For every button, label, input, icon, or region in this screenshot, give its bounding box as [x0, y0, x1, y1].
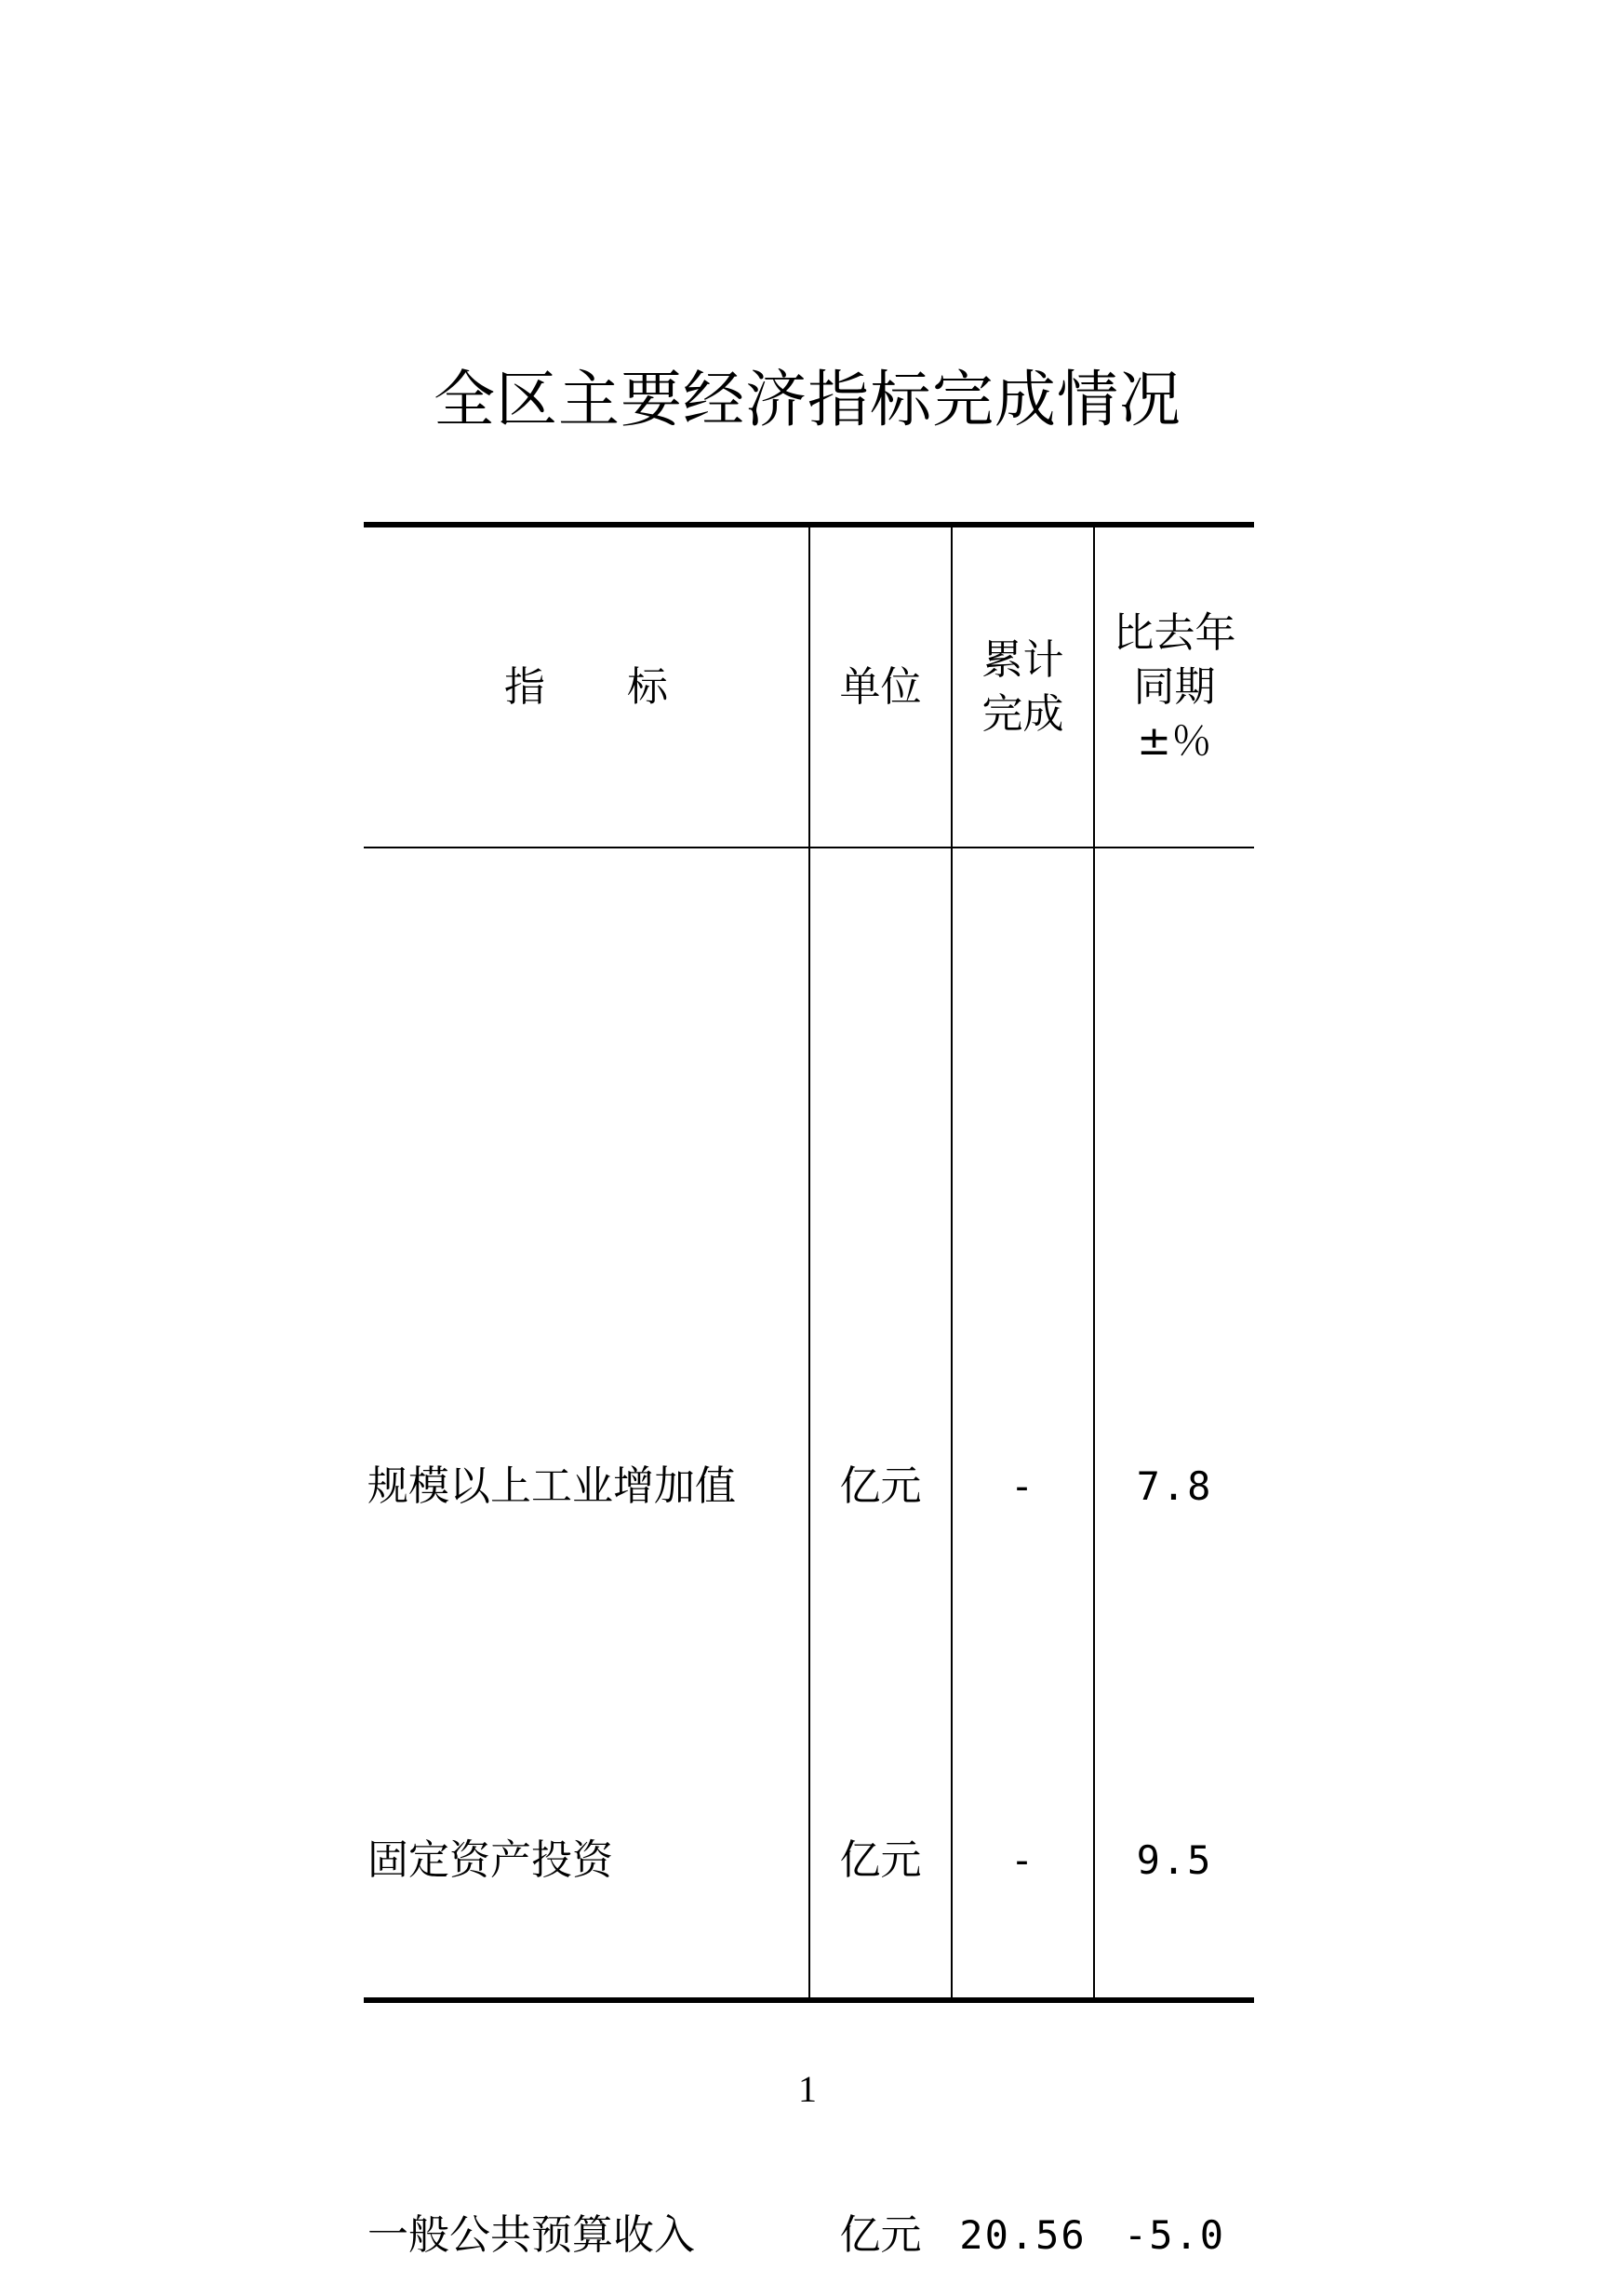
row-cumulative: 20.56: [959, 2212, 1087, 2258]
row-indicator: 规模以上工业增加值: [367, 1462, 736, 1510]
header-unit: 单位: [839, 662, 922, 711]
row-indicator: 固定资产投资: [367, 1836, 613, 1884]
row-unit: 亿元: [839, 1836, 922, 1884]
header-indicator: 指 标: [504, 662, 668, 711]
indicator-table: [364, 522, 1254, 2259]
row-unit: 亿元: [839, 2211, 922, 2259]
header-cumulative: 累计 完成: [981, 635, 1064, 738]
row-cumulative: -: [1009, 1463, 1036, 1509]
row-yoy: 9.5: [1136, 1837, 1213, 1883]
page-title: 全区主要经济指标完成情况: [434, 364, 1181, 435]
row-indicator: 一般公共预算收入: [367, 2211, 695, 2259]
page-number: 1: [798, 2068, 817, 2110]
header-yoy: 比去年 同期 ±％: [1113, 608, 1236, 765]
row-cumulative: -: [1009, 1837, 1036, 1883]
table-bottom-rule: [364, 1997, 1254, 2003]
row-yoy: -5.0: [1123, 2212, 1226, 2258]
row-unit: 亿元: [839, 1462, 922, 1510]
row-yoy: 7.8: [1136, 1463, 1213, 1509]
